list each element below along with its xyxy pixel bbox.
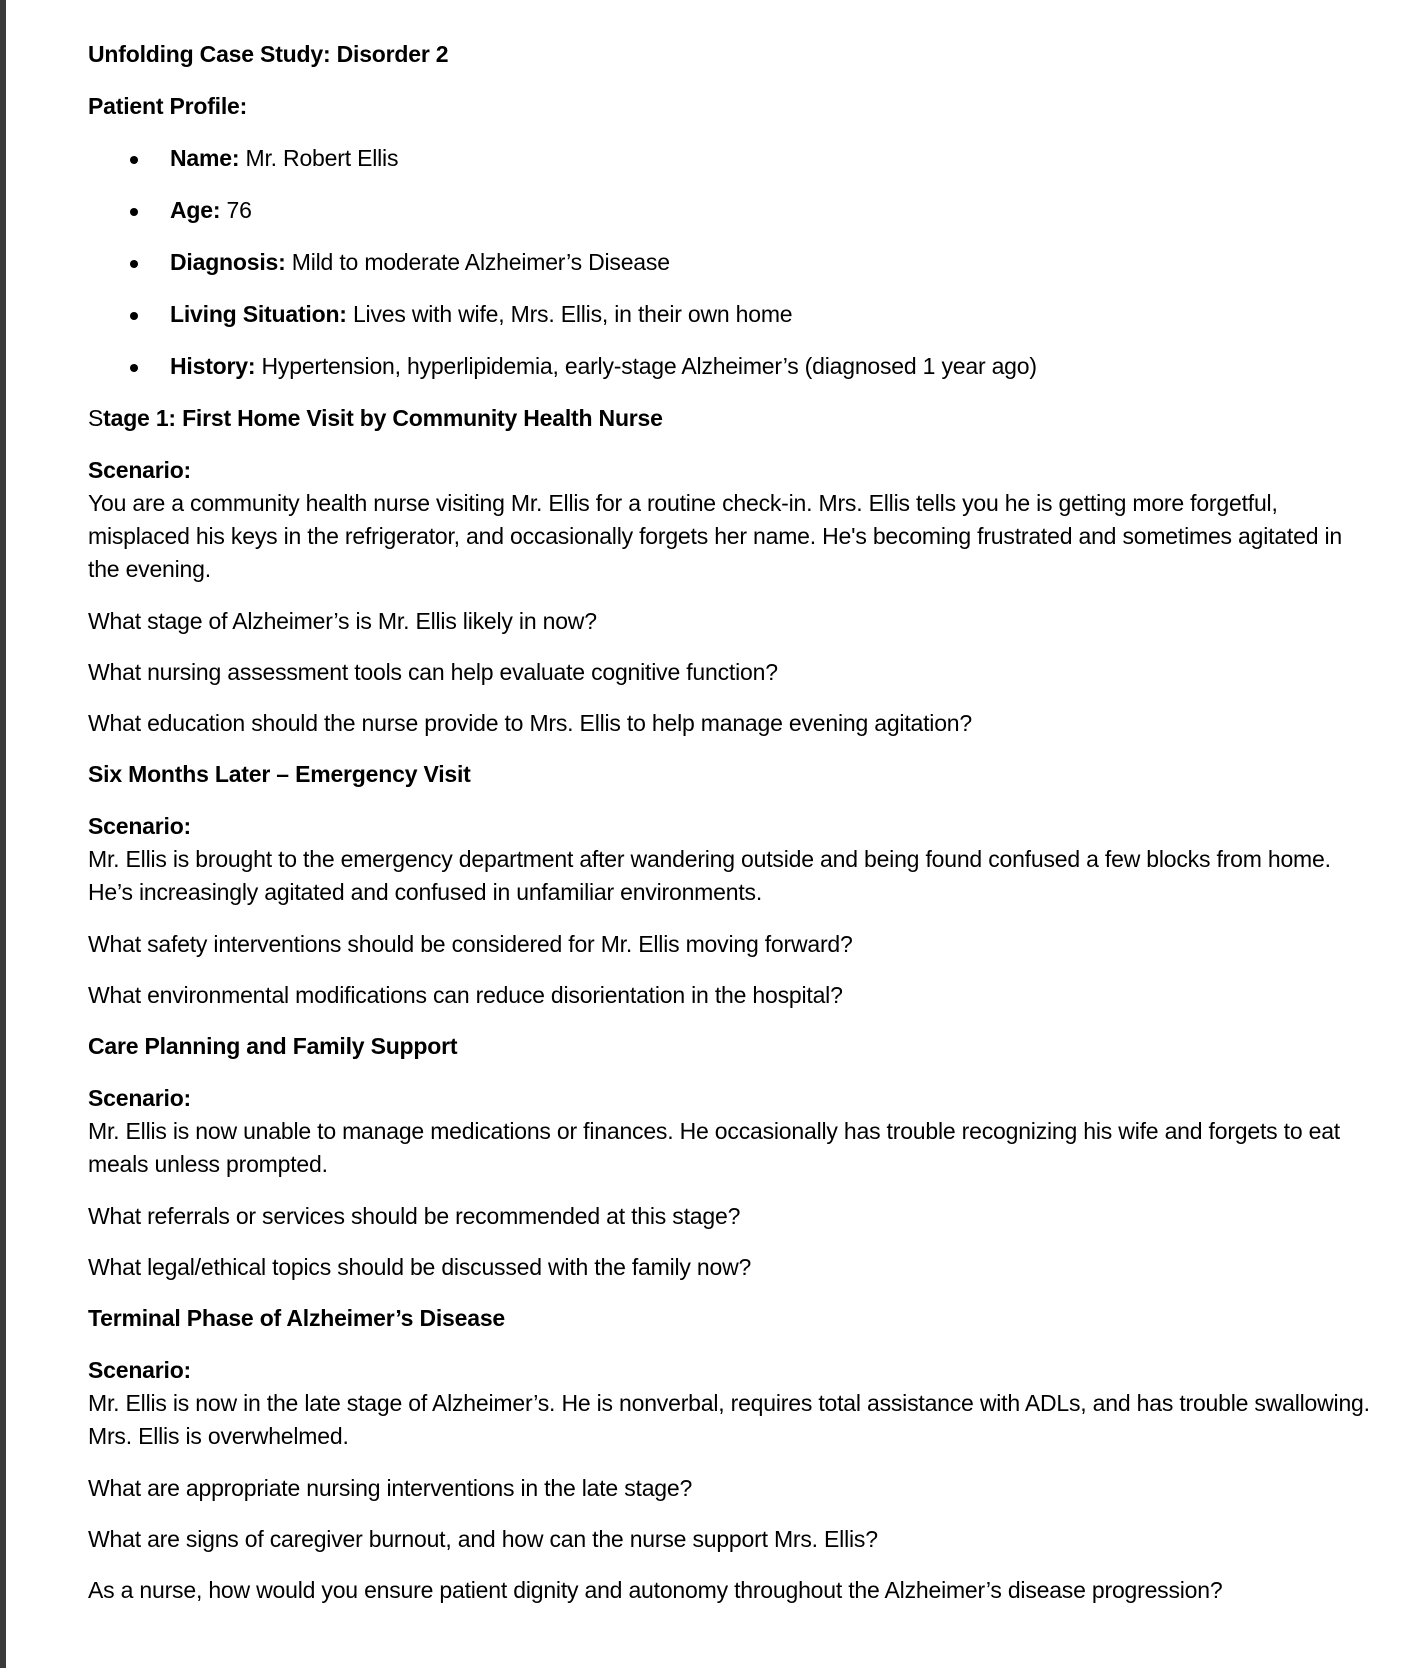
section-heading: Care Planning and Family Support [88,1033,458,1059]
scenario-text: You are a community health nurse visiting Mr. Ellis for a routine check-in. Mrs. Ellis tells you he is getting more forgetful, misplaced his keys in the refrigerator, and occasionally forgets her name. He's becoming frustrated and sometimes agitated in the evening. [88,490,1342,582]
section-heading-prefix: S [88,405,104,431]
question: What are appropriate nursing interventions in the late stage? [88,1475,693,1501]
question: What legal/ethical topics should be discussed with the family now? [88,1254,752,1280]
section-heading-rest: tage 1: First Home Visit by Community Health Nurse [103,405,663,431]
document-title: Unfolding Case Study: Disorder 2 [88,41,449,67]
page-left-border [0,0,6,1668]
scenario-label: Scenario: [88,457,192,483]
bullet-icon [130,260,138,268]
section-heading: Six Months Later – Emergency Visit [88,761,471,787]
section-heading: Terminal Phase of Alzheimer’s Disease [88,1305,505,1331]
bullet-icon [130,312,138,320]
list-item [88,298,1378,350]
list-item [88,350,1378,402]
scenario-text: Mr. Ellis is brought to the emergency department after wandering outside and being found confused a few blocks from home. He’s increasingly agitated and confused in unfamiliar environments. [88,846,1331,905]
scenario-label: Scenario: [88,1085,192,1111]
list-item [88,246,1378,298]
list-item [88,194,1378,246]
patient-profile-heading: Patient Profile: [88,93,248,119]
profile-value: Lives with wife, Mrs. Ellis, in their own home [352,301,793,327]
question: What nursing assessment tools can help evaluate cognitive function? [88,659,778,685]
bullet-icon [130,156,138,164]
profile-label: History: [170,353,256,379]
section-heading [88,402,1378,454]
profile-label: Living Situation: [170,301,347,327]
scenario-text: Mr. Ellis is now in the late stage of Alzheimer’s. He is nonverbal, requires total assistance with ADLs, and has trouble swallowing. Mrs. Ellis is overwhelmed. [88,1390,1370,1449]
scenario-label: Scenario: [88,813,192,839]
profile-label: Diagnosis: [170,249,286,275]
document-body [88,38,1378,1625]
bullet-icon [130,208,138,216]
question: What safety interventions should be considered for Mr. Ellis moving forward? [88,931,853,957]
bullet-icon [130,364,138,372]
question: What referrals or services should be recommended at this stage? [88,1203,741,1229]
profile-value: 76 [226,197,252,223]
profile-label: Name: [170,145,240,171]
question: As a nurse, how would you ensure patient dignity and autonomy throughout the Alzheimer’s disease progression? [88,1577,1223,1603]
profile-value: Mild to moderate Alzheimer’s Disease [291,249,670,275]
scenario-text: Mr. Ellis is now unable to manage medications or finances. He occasionally has trouble recognizing his wife and forgets to eat meals unless prompted. [88,1118,1340,1177]
list-item [88,142,1378,194]
profile-value: Hypertension, hyperlipidemia, early-stage Alzheimer’s (diagnosed 1 year ago) [261,353,1037,379]
question: What stage of Alzheimer’s is Mr. Ellis likely in now? [88,608,597,634]
question: What education should the nurse provide to Mrs. Ellis to help manage evening agitation? [88,710,972,736]
profile-label: Age: [170,197,221,223]
scenario-label: Scenario: [88,1357,192,1383]
profile-value: Mr. Robert Ellis [245,145,399,171]
question: What are signs of caregiver burnout, and how can the nurse support Mrs. Ellis? [88,1526,878,1552]
question: What environmental modifications can reduce disorientation in the hospital? [88,982,843,1008]
patient-profile-list [88,142,1378,402]
